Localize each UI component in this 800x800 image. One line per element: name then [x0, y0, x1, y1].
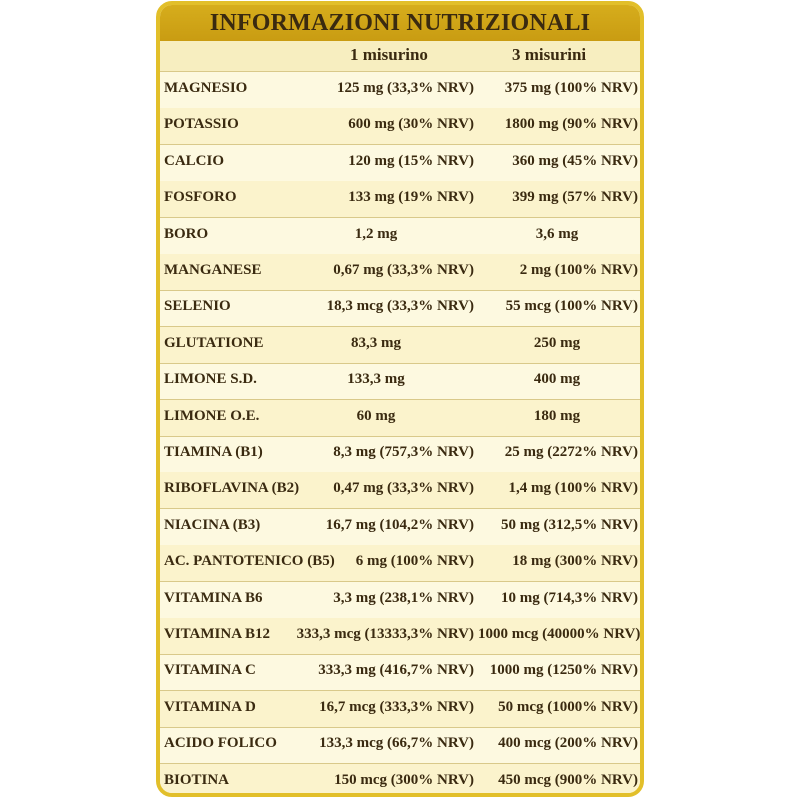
- value-3-misurini: 360 mg (45% NRV): [512, 152, 638, 169]
- value-1-misurino: 16,7 mcg (333,3% NRV): [319, 698, 474, 715]
- value-3-misurini: 18 mg (300% NRV): [512, 553, 638, 570]
- value-3-misurini: 1800 mg (90% NRV): [504, 116, 638, 133]
- value-1-misurino: 60 mg: [356, 407, 396, 424]
- table-row: [160, 582, 640, 619]
- value-1-misurino: 133 mg (19% NRV): [348, 189, 474, 206]
- value-3-misurini: 3,6 mg: [535, 225, 579, 242]
- column-header-3-misurini: 3 misurini: [512, 45, 587, 64]
- value-1-misurino: 3,3 mg (238,1% NRV): [333, 589, 474, 606]
- nutrient-name: BIOTINA: [164, 771, 230, 788]
- value-1-misurino: 1,2 mg: [354, 225, 398, 242]
- value-1-misurino: 133,3 mcg (66,7% NRV): [319, 735, 474, 752]
- value-3-misurini: 180 mg: [533, 407, 581, 424]
- value-3-misurini: 25 mg (2272% NRV): [504, 444, 638, 460]
- table-row: [160, 400, 640, 437]
- nutrient-name: POTASSIO: [164, 116, 239, 133]
- table-row: [160, 181, 640, 218]
- table-row: [160, 472, 640, 509]
- value-1-misurino: 333,3 mg (416,7% NRV): [318, 662, 474, 679]
- nutrient-name: ACIDO FOLICO: [164, 735, 277, 752]
- value-3-misurini: 1000 mcg (40000% NRV): [478, 626, 641, 642]
- table-row: [160, 436, 640, 473]
- nutrient-name: VITAMINA C: [164, 662, 256, 679]
- value-1-misurino: 8,3 mg (757,3% NRV): [333, 444, 474, 460]
- value-3-misurini: 10 mg (714,3% NRV): [501, 589, 638, 606]
- value-1-misurino: 600 mg (30% NRV): [348, 116, 474, 133]
- nutrient-name: VITAMINA D: [164, 698, 256, 715]
- nutrient-name: MAGNESIO: [164, 80, 248, 96]
- value-3-misurini: 400 mg: [533, 371, 581, 388]
- value-3-misurini: 2 mg (100% NRV): [519, 262, 638, 278]
- value-3-misurini: 400 mcg (200% NRV): [498, 735, 638, 752]
- nutrient-name: BORO: [164, 225, 209, 242]
- value-1-misurino: 133,3 mg: [347, 371, 405, 388]
- value-3-misurini: 399 mg (57% NRV): [512, 189, 638, 206]
- nutrition-panel: [156, 1, 644, 797]
- value-1-misurino: 125 mg (33,3% NRV): [337, 80, 474, 96]
- table-row: [160, 218, 640, 255]
- table-row: [160, 509, 640, 546]
- panel-title: INFORMAZIONI NUTRIZIONALI: [209, 9, 591, 36]
- table-row: [160, 764, 640, 797]
- nutrient-name: GLUTATIONE: [164, 334, 264, 351]
- table-header: [160, 41, 640, 72]
- value-1-misurino: 16,7 mg (104,2% NRV): [325, 516, 474, 533]
- table-row: [160, 654, 640, 691]
- nutrient-name: FOSFORO: [164, 189, 237, 206]
- nutrient-name: LIMONE O.E.: [164, 407, 260, 424]
- nutrient-name: TIAMINA (B1): [164, 444, 263, 460]
- value-1-misurino: 150 mcg (300% NRV): [334, 771, 474, 788]
- value-3-misurini: 1,4 mg (100% NRV): [508, 480, 638, 497]
- value-3-misurini: 1000 mg (1250% NRV): [489, 662, 638, 679]
- value-3-misurini: 450 mcg (900% NRV): [498, 771, 638, 788]
- nutrient-name: RIBOFLAVINA (B2): [164, 480, 300, 497]
- column-header-1-misurino: 1 misurino: [350, 45, 428, 64]
- table-row: [160, 108, 640, 145]
- table-row: [160, 363, 640, 400]
- nutrient-name: SELENIO: [164, 298, 231, 315]
- table-row: [160, 545, 640, 582]
- table-row: [160, 327, 640, 364]
- value-1-misurino: 83,3 mg: [351, 334, 401, 351]
- table-row: [160, 618, 640, 655]
- value-3-misurini: 55 mcg (100% NRV): [505, 298, 638, 315]
- table-row: [160, 290, 640, 327]
- value-3-misurini: 375 mg (100% NRV): [504, 80, 638, 96]
- value-1-misurino: 6 mg (100% NRV): [355, 553, 474, 570]
- value-1-misurino: 333,3 mcg (13333,3% NRV): [296, 626, 474, 642]
- value-1-misurino: 0,47 mg (33,3% NRV): [333, 480, 474, 497]
- value-3-misurini: 50 mcg (1000% NRV): [498, 698, 638, 715]
- table-row: [160, 145, 640, 182]
- table-row: [160, 727, 640, 764]
- value-3-misurini: 50 mg (312,5% NRV): [501, 516, 638, 533]
- table-row: [160, 254, 640, 291]
- value-3-misurini: 250 mg: [533, 334, 581, 351]
- nutrient-name: VITAMINA B6: [164, 589, 263, 606]
- nutrient-name: AC. PANTOTENICO (B5): [164, 553, 335, 570]
- value-1-misurino: 120 mg (15% NRV): [348, 152, 474, 169]
- nutrient-name: MANGANESE: [164, 262, 262, 278]
- nutrient-name: VITAMINA B12: [164, 626, 270, 642]
- value-1-misurino: 18,3 mcg (33,3% NRV): [326, 298, 474, 315]
- nutrient-name: LIMONE S.D.: [164, 371, 257, 388]
- table-row: [160, 72, 640, 109]
- nutrient-name: CALCIO: [164, 152, 225, 169]
- nutrient-name: NIACINA (B3): [164, 516, 261, 533]
- title-bar: [160, 5, 640, 41]
- value-1-misurino: 0,67 mg (33,3% NRV): [333, 262, 474, 278]
- table-row: [160, 691, 640, 728]
